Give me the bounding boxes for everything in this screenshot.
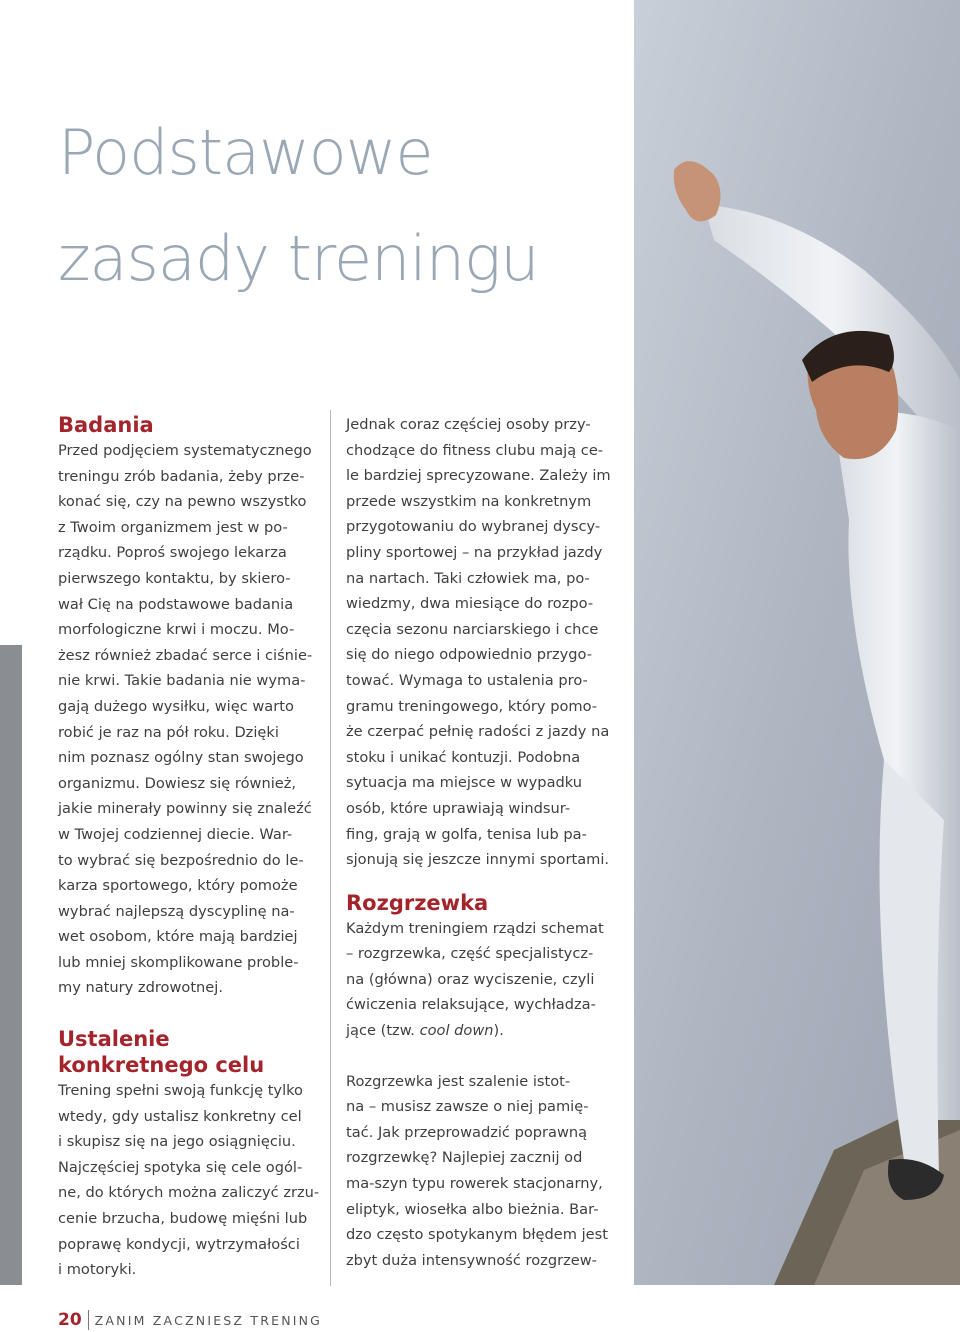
text-line: przygotowaniu do wybranej dyscy-: [346, 518, 601, 536]
text-line: jakie minerały powinny się znaleźć: [58, 800, 312, 818]
text-fragment: jące (tzw.: [346, 1022, 420, 1040]
paragraph-rozgrzewka-1: [346, 916, 606, 1044]
paragraph-rozgrzewka-2: [346, 1069, 606, 1274]
text-line: poprawę kondycji, wytrzymałości: [58, 1235, 300, 1253]
heading-line: Ustalenie: [58, 1027, 170, 1052]
text-line: zbyt duża intensywność rozgrzew-: [346, 1251, 597, 1269]
text-line: Rozgrzewka jest szalenie istot-: [346, 1072, 571, 1090]
text-line: eliptyk, wiosełka albo bieżnia. Bar-: [346, 1200, 599, 1218]
text-line: cenie brzucha, budowę mięśni lub: [58, 1210, 308, 1228]
heading-ustalenie-celu: [58, 1026, 318, 1078]
text-line: nim poznasz ogólny stan swojego: [58, 749, 304, 767]
text-line: przede wszystkim na konkretnym: [346, 492, 592, 510]
text-line: konać się, czy na pewno wszystko: [58, 493, 307, 511]
text-line: na (główna) oraz wyciszenie, czyli: [346, 970, 595, 988]
text-line: się do niego odpowiednio przygo-: [346, 646, 592, 664]
text-line: robić je raz na pół roku. Dzięki: [58, 723, 279, 741]
text-line: osób, które uprawiają windsur-: [346, 799, 571, 817]
text-line: wiedzmy, dwa miesiące do rozpo-: [346, 595, 594, 613]
text-line: morfologiczne krwi i moczu. Mo-: [58, 621, 295, 639]
text-line: że czerpać pełnię radości z jazdy na: [346, 723, 610, 741]
text-line: wybrać najlepszą dyscyplinę na-: [58, 902, 295, 920]
text-line: [346, 1018, 606, 1044]
text-line: stoku i unikać kontuzji. Podobna: [346, 748, 581, 766]
paragraph-cel: [58, 1078, 318, 1283]
text-line: rozgrzewkę? Najlepiej zacznij od: [346, 1149, 583, 1167]
text-line: gramu treningowego, który pomo-: [346, 697, 598, 715]
text-line: z Twoim organizmem jest w po-: [58, 518, 288, 536]
text-fragment: ).: [493, 1022, 504, 1040]
text-line: Trening spełni swoją funkcję tylko: [58, 1082, 303, 1100]
text-line: pliny sportowej – na przykład jazdy: [346, 543, 603, 561]
text-line: fing, grają w golfa, tenisa lub pa-: [346, 825, 587, 843]
page-title: [58, 100, 618, 312]
heading-line: konkretnego celu: [58, 1053, 265, 1078]
text-line: le bardziej sprecyzowane. Zależy im: [346, 467, 611, 485]
text-line: wał Cię na podstawowe badania: [58, 595, 294, 613]
text-line: nie krwi. Takie badania nie wyma-: [58, 672, 306, 690]
footer-separator: [88, 1310, 89, 1330]
heading-badania: Badania: [58, 413, 154, 437]
text-line: to wybrać się bezpośrednio do le-: [58, 851, 304, 869]
page-title-line-1: Podstawowe: [58, 116, 433, 189]
paragraph-badania: [58, 438, 318, 1001]
right-column: [346, 412, 611, 1273]
text-line: karza sportowego, który pomoże: [58, 877, 298, 895]
text-line: i motoryki.: [58, 1261, 137, 1279]
text-line: Najczęściej spotyka się cele ogól-: [58, 1158, 303, 1176]
text-line: my natury zdrowotnej.: [58, 979, 223, 997]
text-line: treningu zrób badania, żeby prze-: [58, 467, 305, 485]
text-line: chodzące do fitness clubu mają ce-: [346, 441, 604, 459]
text-line: na nartach. Taki człowiek ma, po-: [346, 569, 590, 587]
text-line: Jednak coraz częściej osoby przy-: [346, 416, 591, 433]
text-line: i skupisz się na jego osiągnięciu.: [58, 1133, 296, 1151]
text-line: sytuacja ma miejsce w wypadku: [346, 774, 583, 792]
heading-rozgrzewka: Rozgrzewka: [346, 890, 489, 915]
paragraph-continuation: [346, 412, 611, 873]
text-line: ćwiczenia relaksujące, wychładza-: [346, 996, 596, 1014]
text-line: dzo często spotykanym błędem jest: [346, 1226, 608, 1244]
text-line: pierwszego kontaktu, by skiero-: [58, 569, 291, 587]
text-line: tować. Wymaga to ustalenia pro-: [346, 671, 588, 689]
text-line: wtedy, gdy ustalisz konkretny cel: [58, 1107, 302, 1125]
page-number: 20: [58, 1310, 82, 1330]
column-divider: [330, 410, 331, 1286]
text-line: w Twojej codziennej diecie. War-: [58, 825, 293, 843]
text-line: gają dużego wysiłku, więc warto: [58, 697, 294, 715]
running-title: ZANIM ZACZNIESZ TRENING: [94, 1312, 323, 1328]
text-line: rządku. Poproś swojego lekarza: [58, 544, 287, 562]
text-line: ne, do których można zaliczyć zrzu-: [58, 1184, 320, 1202]
page-footer: [58, 1308, 322, 1332]
text-line: na – musisz zawsze o niej pamię-: [346, 1098, 589, 1116]
stretching-man-photo: [634, 0, 960, 1285]
text-line: ma-szyn typu rowerek stacjonarny,: [346, 1175, 603, 1193]
side-accent-bar: [0, 645, 22, 1285]
text-line: lub mniej skomplikowane proble-: [58, 953, 299, 971]
text-line: – rozgrzewka, część specjalistycz-: [346, 945, 594, 963]
text-line: wet osobom, które mają bardziej: [58, 928, 298, 946]
text-line: tać. Jak przeprowadzić poprawną: [346, 1123, 588, 1141]
left-column: [58, 412, 318, 1283]
text-line: żesz również zbadać serce i ciśnie-: [58, 646, 313, 664]
text-line: sjonują się jeszcze innymi sportami.: [346, 851, 610, 869]
text-line: Każdym treningiem rządzi schemat: [346, 919, 604, 937]
page-title-line-2: zasady treningu: [58, 222, 539, 295]
text-line: Przed podjęciem systematycznego: [58, 442, 312, 459]
text-line: częcia sezonu narciarskiego i chce: [346, 620, 599, 638]
italic-term: cool down: [419, 1022, 494, 1040]
text-line: organizmu. Dowiesz się również,: [58, 774, 297, 792]
